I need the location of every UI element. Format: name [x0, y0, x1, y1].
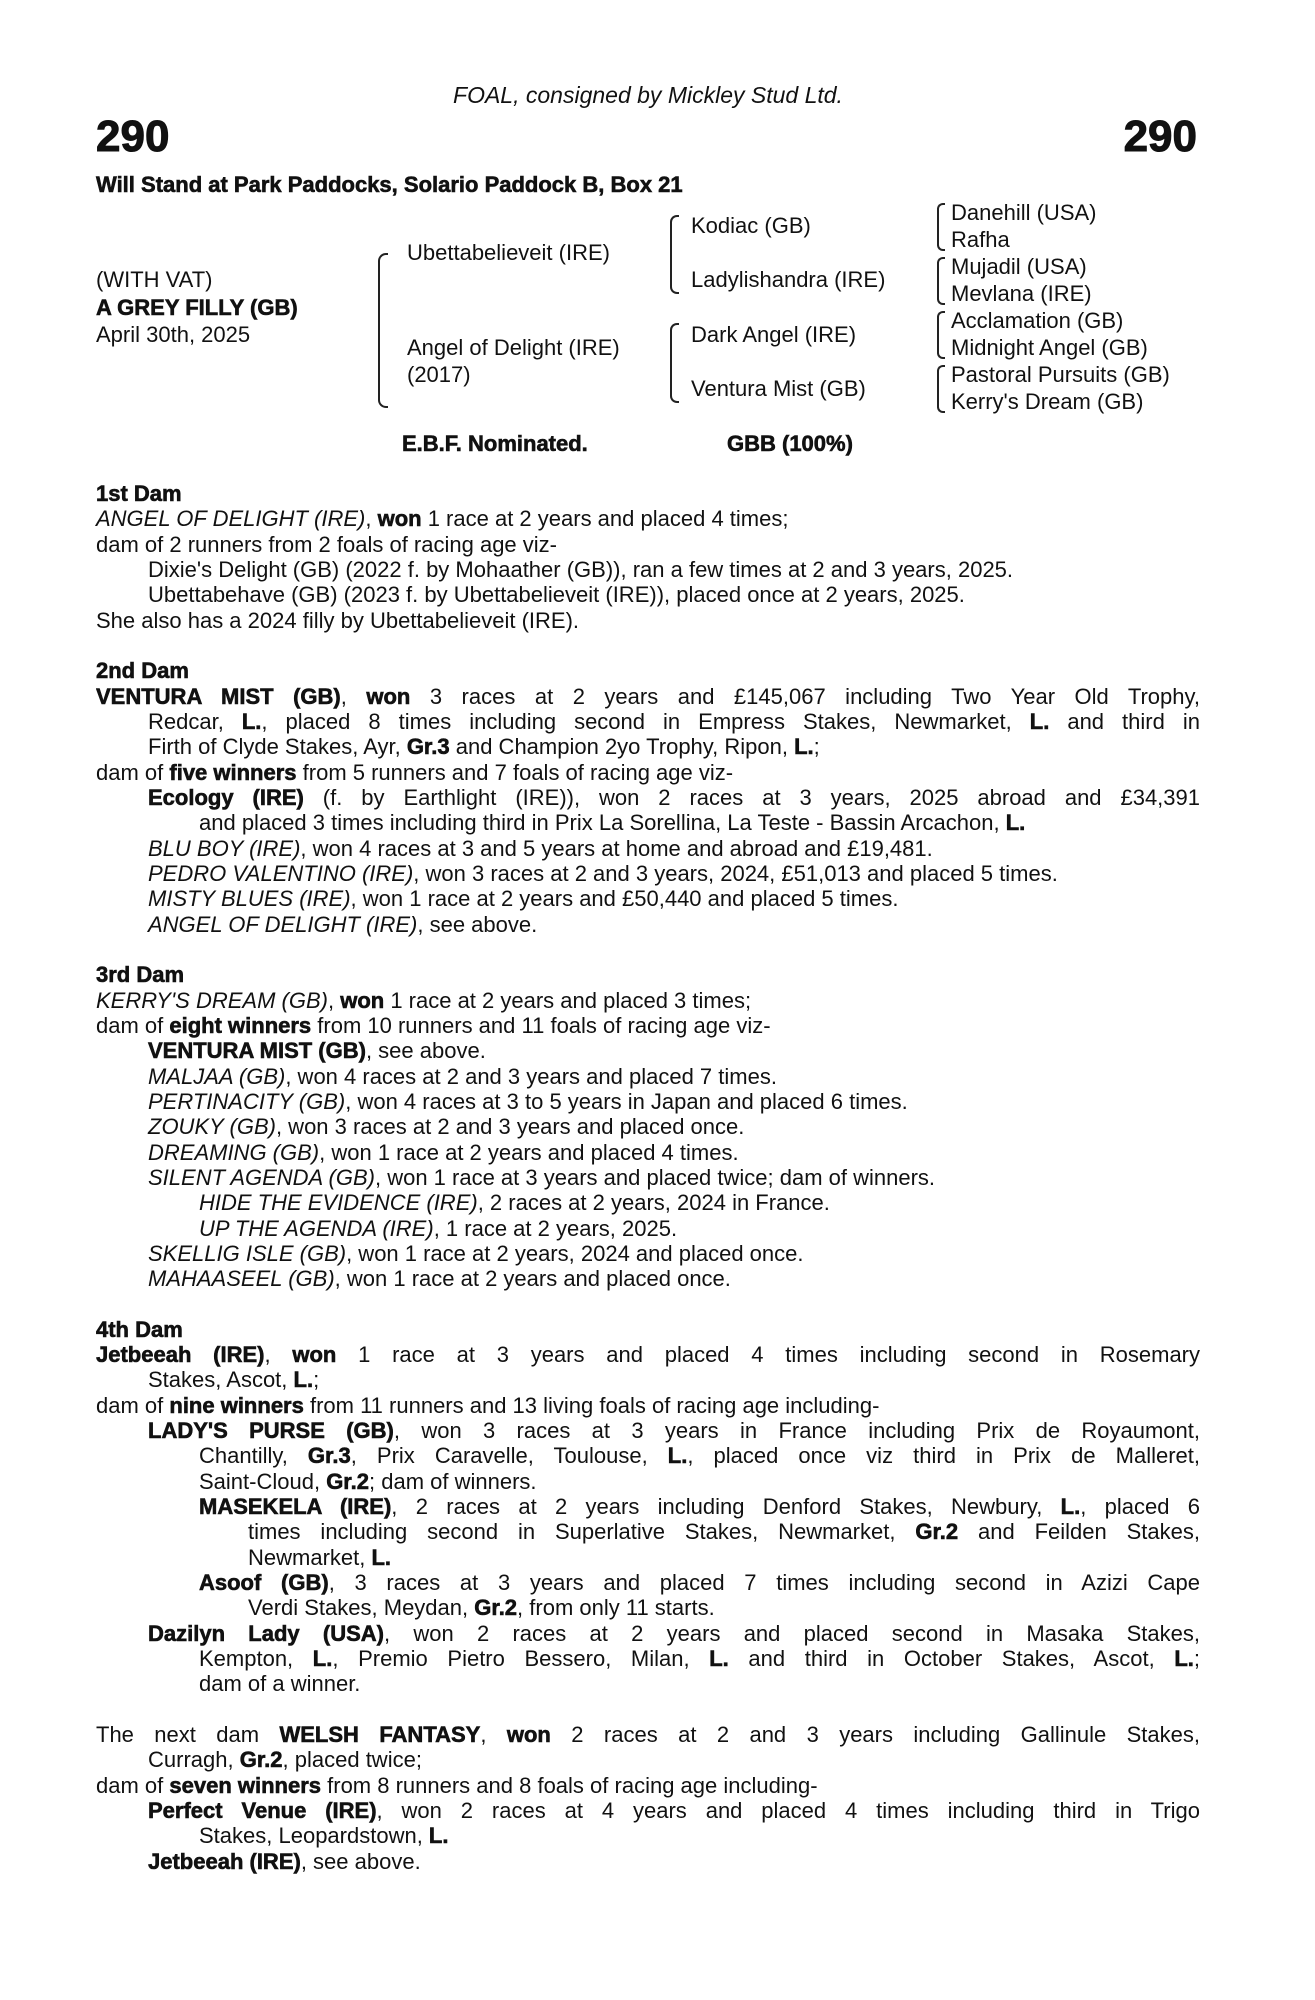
bold-text: Gr.2 [239, 1747, 283, 1773]
text: , won 1 race at 2 years, 2024 and placed once. [346, 1240, 804, 1266]
bold-text: Perfect Venue (IRE) [148, 1798, 377, 1824]
record-line [96, 1747, 1200, 1772]
text: , placed 6 [1080, 1494, 1200, 1520]
record-line [96, 1165, 1200, 1190]
text: , Premio Pietro Bessero, Milan, [332, 1646, 710, 1672]
bold-text: won [506, 1722, 551, 1748]
record-line [96, 608, 1200, 633]
record-line [96, 532, 1200, 557]
pedigree-brace [937, 257, 945, 305]
text: She also has a 2024 filly by Ubettabelieveit (IRE). [96, 607, 580, 633]
record-line [96, 1089, 1200, 1114]
bold-text: L. [1174, 1646, 1194, 1672]
bold-text: Gr.2 [915, 1519, 959, 1545]
record-line [96, 1114, 1200, 1139]
text: dam of [96, 1392, 170, 1418]
record-line [96, 1367, 1200, 1392]
bold-text: five winners [169, 759, 297, 785]
text: Stakes, Leopardstown, [199, 1823, 429, 1849]
record-line [96, 1646, 1200, 1671]
bold-text: L. [241, 708, 262, 734]
bold-text: Gr.2 [326, 1468, 369, 1494]
bold-text: Dazilyn Lady (USA) [148, 1620, 384, 1646]
bold-text: nine winners [169, 1392, 304, 1418]
section-heading: 2nd Dam [96, 658, 189, 684]
text: from 5 runners and 7 foals of racing age viz- [296, 759, 734, 785]
record-line [96, 836, 1200, 861]
bold-text: eight winners [169, 1012, 312, 1038]
text: Redcar, [148, 708, 242, 734]
text: dam of [96, 1772, 170, 1798]
gen4-horse: Mujadil (USA) [951, 254, 1087, 279]
record-line [96, 1621, 1200, 1646]
bold-text: Ecology (IRE) [148, 784, 304, 810]
dam-section [96, 1722, 1200, 1874]
gen4-horse: Mevlana (IRE) [951, 281, 1092, 306]
section-heading: 3rd Dam [96, 962, 185, 988]
record-line [96, 1570, 1200, 1595]
italic-text: ANGEL OF DELIGHT (IRE) [96, 506, 366, 532]
bold-text: WELSH FANTASY [279, 1722, 481, 1748]
record-line [96, 1342, 1200, 1367]
text: Kempton, [199, 1646, 313, 1672]
text: from 10 runners and 11 foals of racing age viz- [311, 1012, 771, 1038]
text: , 1 race at 2 years, 2025. [433, 1215, 678, 1241]
stand-location: Will Stand at Park Paddocks, Solario Paddock B, Box 21 [96, 172, 683, 197]
record-line [96, 1595, 1200, 1620]
text: , won 3 races at 3 years in France including Prix de Royaumont, [393, 1418, 1200, 1444]
text: ; dam of winners. [369, 1468, 537, 1494]
bold-text: L. [709, 1646, 729, 1672]
record-line [96, 760, 1200, 785]
record-line [96, 1519, 1200, 1544]
text: Ubettabehave (GB) (2023 f. by Ubettabelieveit (IRE)), placed once at 2 years, 2025. [148, 582, 965, 608]
text: , won 1 race at 3 years and placed twice; dam of winners. [374, 1164, 936, 1190]
italic-text: PEDRO VALENTINO (IRE) [148, 860, 414, 886]
record-line [96, 1241, 1200, 1266]
bold-text: Asoof (GB) [199, 1570, 329, 1596]
record-line [96, 1190, 1200, 1215]
text: Firth of Clyde Stakes, Ayr, [148, 734, 407, 760]
italic-text: KERRY'S DREAM (GB) [96, 987, 328, 1013]
text: 1 race at 2 years and placed 3 times; [384, 987, 752, 1013]
vat-note: (WITH VAT) [96, 267, 213, 292]
bold-text: VENTURA MIST (GB) [148, 1038, 366, 1064]
bold-text: won [366, 683, 411, 709]
text: and third in [1049, 708, 1200, 734]
record-line [96, 1393, 1200, 1418]
record-line [96, 810, 1200, 835]
text: , won 1 race at 2 years and £50,440 and placed 5 times. [350, 886, 899, 912]
record-line [96, 709, 1200, 734]
ebf-nominated: E.B.F. Nominated. [402, 431, 588, 456]
italic-text: PERTINACITY (GB) [148, 1088, 346, 1114]
bold-text: L. [428, 1823, 449, 1849]
bold-text: L. [1060, 1494, 1081, 1520]
record-line [96, 684, 1200, 709]
bold-text: seven winners [169, 1772, 322, 1798]
gbb-note: GBB (100%) [727, 431, 853, 456]
bold-text: L. [1005, 810, 1026, 836]
text: (f. by Earthlight (IRE)), won 2 races at 3 years, 2025 abroad and £34,391 [303, 784, 1200, 810]
gen4-horse: Midnight Angel (GB) [951, 335, 1148, 360]
text: Dixie's Delight (GB) (2022 f. by Mohaather (GB)), ran a few times at 2 and 3 years, 2025. [148, 556, 1014, 582]
record-line [96, 1545, 1200, 1570]
gen4-horse: Danehill (USA) [951, 200, 1097, 225]
text: from 8 runners and 8 foals of racing age including- [321, 1772, 818, 1798]
italic-text: SILENT AGENDA (GB) [148, 1164, 375, 1190]
italic-text: MISTY BLUES (IRE) [148, 886, 351, 912]
italic-text: UP THE AGENDA (IRE) [199, 1215, 434, 1241]
italic-text: SKELLIG ISLE (GB) [148, 1240, 347, 1266]
dam-section [96, 658, 1200, 937]
dam-produce-record [96, 481, 1200, 1874]
text: dam of a winner. [199, 1671, 361, 1697]
gen3-horse: Kodiac (GB) [691, 213, 811, 238]
pedigree-brace [670, 215, 679, 294]
text: , [340, 683, 367, 709]
text: , won 3 races at 2 and 3 years, 2024, £51,013 and placed 5 times. [413, 860, 1058, 886]
text: , [264, 1342, 293, 1368]
record-line [96, 861, 1200, 886]
gen3-horse: Ventura Mist (GB) [691, 376, 866, 401]
record-line [96, 1418, 1200, 1443]
bold-text: MASEKELA (IRE) [199, 1494, 392, 1520]
dam-section [96, 1317, 1200, 1697]
record-line [96, 912, 1200, 937]
bold-text: L. [1029, 708, 1050, 734]
text: ; [1193, 1646, 1200, 1672]
text: , [327, 987, 341, 1013]
text: , won 1 race at 2 years and placed 4 times. [319, 1139, 739, 1165]
gen4-horse: Pastoral Pursuits (GB) [951, 362, 1170, 387]
text: , from only 11 starts. [517, 1595, 715, 1621]
italic-text: MAHAASEEL (GB) [148, 1266, 335, 1292]
record-line [96, 1798, 1200, 1823]
bold-text: Gr.3 [406, 734, 450, 760]
text: , [365, 506, 378, 532]
dam-section [96, 962, 1200, 1291]
text: , won 4 races at 2 and 3 years and placed 7 times. [285, 1063, 777, 1089]
text: , 2 races at 2 years, 2024 in France. [477, 1190, 830, 1216]
italic-text: DREAMING (GB) [148, 1139, 320, 1165]
gen4-horse: Acclamation (GB) [951, 308, 1124, 333]
horse-name: A GREY FILLY (GB) [96, 295, 298, 320]
italic-text: MALJAA (GB) [148, 1063, 286, 1089]
bold-text: VENTURA MIST (GB) [96, 683, 341, 709]
lot-number-right: 290 [1123, 112, 1197, 161]
record-line [96, 1140, 1200, 1165]
text: , see above. [365, 1038, 486, 1064]
record-line [96, 1671, 1200, 1696]
text: Newmarket, [248, 1544, 372, 1570]
record-line [96, 1038, 1200, 1063]
text: and placed 3 times including third in Prix La Sorellina, La Teste - Bassin Arcachon, [199, 810, 1006, 836]
text: 1 race at 2 years and placed 4 times; [421, 506, 789, 532]
record-line [96, 1266, 1200, 1291]
dam-name: Angel of Delight (IRE) [407, 335, 620, 360]
text: , won 2 races at 4 years and placed 4 times including third in Trigo [376, 1798, 1200, 1824]
italic-text: ZOUKY (GB) [148, 1114, 276, 1140]
bold-text: L. [371, 1544, 392, 1570]
record-line [96, 1823, 1200, 1848]
text: times including second in Superlative Stakes, Newmarket, [248, 1519, 916, 1545]
record-line [96, 557, 1200, 582]
record-line [96, 506, 1200, 531]
text: Curragh, [148, 1747, 240, 1773]
bold-text: Gr.3 [307, 1443, 351, 1469]
text: , Prix Caravelle, Toulouse, [350, 1443, 668, 1469]
bold-text: won [340, 987, 385, 1013]
text: , won 1 race at 2 years and placed once. [334, 1266, 731, 1292]
pedigree-brace [670, 323, 679, 403]
text: , won 4 races at 3 to 5 years in Japan and placed 6 times. [345, 1088, 908, 1114]
record-line [96, 988, 1200, 1013]
gen4-horse: Kerry's Dream (GB) [951, 389, 1144, 414]
record-line [96, 1064, 1200, 1089]
gen3-horse: Ladylishandra (IRE) [691, 267, 886, 292]
text: 2 races at 2 and 3 years including Gallinule Stakes, [550, 1722, 1200, 1748]
dam-section [96, 481, 1200, 633]
text: , placed twice; [282, 1747, 422, 1773]
dam-year: (2017) [407, 362, 471, 387]
text: and third in October Stakes, Ascot, [728, 1646, 1175, 1672]
pedigree-brace [937, 203, 945, 251]
italic-text: ANGEL OF DELIGHT (IRE) [148, 911, 418, 937]
text: , placed 8 times including second in Empress Stakes, Newmarket, [261, 708, 1030, 734]
bold-text: won [292, 1342, 337, 1368]
text: dam of [96, 1012, 170, 1038]
bold-text: Gr.2 [474, 1595, 518, 1621]
text: , placed once viz third in Prix de Malleret, [687, 1443, 1200, 1469]
text: Stakes, Ascot, [148, 1367, 294, 1393]
record-line [96, 1773, 1200, 1798]
text: ; [313, 1367, 320, 1393]
italic-text: BLU BOY (IRE) [148, 835, 301, 861]
text: 3 races at 2 years and £145,067 including Two Year Old Trophy, [410, 683, 1200, 709]
text: Verdi Stakes, Meydan, [248, 1595, 475, 1621]
record-line [96, 1494, 1200, 1519]
record-line [96, 1216, 1200, 1241]
text: , won 3 races at 2 and 3 years and placed once. [275, 1114, 745, 1140]
text: , [480, 1722, 507, 1748]
text: and Champion 2yo Trophy, Ripon, [449, 734, 795, 760]
consignor-line: FOAL, consigned by Mickley Stud Ltd. [453, 82, 843, 108]
text: , 3 races at 3 years and placed 7 times including second in Azizi Cape [328, 1570, 1200, 1596]
bold-text: Jetbeeah (IRE) [148, 1848, 301, 1874]
bold-text: L. [667, 1443, 688, 1469]
bold-text: Jetbeeah (IRE) [96, 1342, 265, 1368]
gen3-horse: Dark Angel (IRE) [691, 322, 857, 347]
text: and Feilden Stakes, [958, 1519, 1200, 1545]
pedigree-brace [937, 311, 945, 359]
record-line [96, 1722, 1200, 1747]
italic-text: HIDE THE EVIDENCE (IRE) [199, 1190, 478, 1216]
text: , won 4 races at 3 and 5 years at home and abroad and £19,481. [300, 835, 933, 861]
record-line [96, 582, 1200, 607]
bold-text: LADY'S PURSE (GB) [148, 1418, 394, 1444]
text: The next dam [96, 1722, 280, 1748]
record-line [96, 1443, 1200, 1468]
text: dam of [96, 759, 170, 785]
section-heading: 1st Dam [96, 481, 182, 506]
text: Chantilly, [199, 1443, 308, 1469]
pedigree-brace [937, 365, 945, 413]
text: , see above. [417, 911, 538, 937]
record-line [96, 1469, 1200, 1494]
gen4-horse: Rafha [951, 227, 1010, 252]
pedigree-brace [378, 253, 388, 408]
text: dam of 2 runners from 2 foals of racing age viz- [96, 531, 557, 557]
foaling-date: April 30th, 2025 [96, 322, 251, 347]
bold-text: L. [794, 734, 814, 760]
bold-text: L. [293, 1367, 314, 1393]
record-line [96, 785, 1200, 810]
record-line [96, 734, 1200, 759]
text: from 11 runners and 13 living foals of racing age including- [303, 1392, 880, 1418]
bold-text: won [377, 506, 422, 532]
record-line [96, 1849, 1200, 1874]
text: Saint-Cloud, [199, 1468, 327, 1494]
section-heading: 4th Dam [96, 1316, 183, 1342]
text: ; [813, 734, 820, 760]
text: , 2 races at 2 years including Denford Stakes, Newbury, [391, 1494, 1061, 1520]
text: , won 2 races at 2 years and placed second in Masaka Stakes, [384, 1620, 1200, 1646]
sire-name: Ubettabelieveit (IRE) [407, 240, 610, 265]
bold-text: L. [312, 1646, 333, 1672]
lot-number-left: 290 [96, 112, 170, 161]
text: , see above. [300, 1848, 421, 1874]
record-line [96, 886, 1200, 911]
record-line [96, 1013, 1200, 1038]
text: 1 race at 3 years and placed 4 times including second in Rosemary [336, 1342, 1200, 1368]
